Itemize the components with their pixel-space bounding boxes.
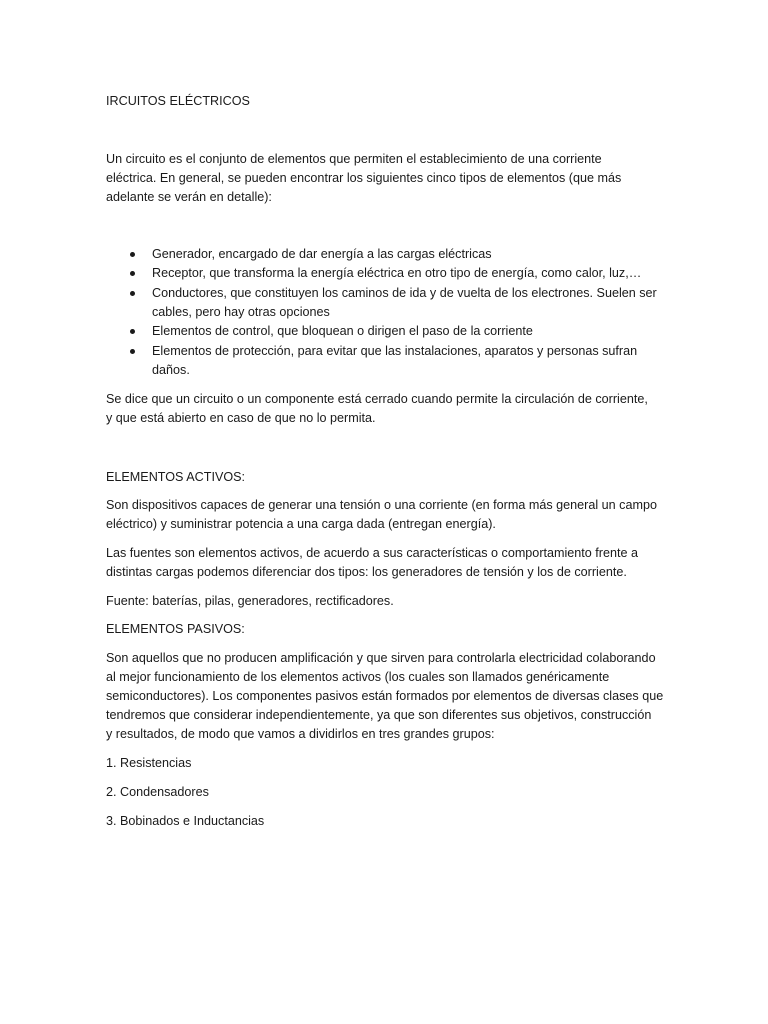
list-item-text: cables, pero hay otras opciones — [152, 305, 330, 319]
paragraph-line: distintas cargas podemos diferenciar dos tipos: los generadores de tensión y los de corriente. — [106, 565, 627, 579]
bullet-icon — [130, 329, 135, 334]
bullet-icon — [130, 252, 135, 257]
passive-elements-heading: ELEMENTOS PASIVOS: — [106, 622, 245, 636]
list-item-text: Receptor, que transforma la energía eléctrica en otro tipo de energía, como calor, luz,… — [152, 266, 642, 280]
intro-line: Un circuito es el conjunto de elementos que permiten el establecimiento de una corriente — [106, 152, 602, 166]
list-item: 3. Bobinados e Inductancias — [106, 814, 265, 828]
paragraph-line: Son dispositivos capaces de generar una tensión o una corriente (en forma más general un campo — [106, 498, 657, 512]
intro-line: eléctrica. En general, se pueden encontrar los siguientes cinco tipos de elementos (que más — [106, 171, 622, 185]
list-item-text: Conductores, que constituyen los caminos de ida y de vuelta de los electrones. Suelen ser — [152, 286, 657, 300]
bullet-icon — [130, 291, 135, 296]
list-item: 1. Resistencias — [106, 756, 192, 770]
paragraph-line: y que está abierto en caso de que no lo permita. — [106, 411, 376, 425]
document-title: IRCUITOS ELÉCTRICOS — [106, 94, 250, 108]
paragraph-line: y resultados, de modo que vamos a dividirlos en tres grandes grupos: — [106, 727, 495, 741]
paragraph-line: al mejor funcionamiento de los elementos activos (los cuales son llamados genéricamente — [106, 670, 610, 684]
paragraph-line: tendremos que considerar independientemente, ya que son diferentes sus objetivos, construcción — [106, 708, 652, 722]
paragraph-line: Las fuentes son elementos activos, de acuerdo a sus características o comportamiento frente a — [106, 546, 639, 560]
bullet-icon — [130, 349, 135, 354]
intro-line: adelante se verán en detalle): — [106, 190, 272, 204]
list-item-text: Elementos de control, que bloquean o dirigen el paso de la corriente — [152, 324, 533, 338]
bullet-icon — [130, 271, 135, 276]
sources-paragraph: Fuente: baterías, pilas, generadores, rectificadores. — [106, 594, 394, 608]
list-item-text: Generador, encargado de dar energía a las cargas eléctricas — [152, 247, 492, 261]
paragraph-line: semiconductores). Los componentes pasivos están formados por elementos de diversas clases que — [106, 689, 664, 703]
paragraph-line: Se dice que un circuito o un componente está cerrado cuando permite la circulación de corriente, — [106, 392, 648, 406]
list-item-text: Elementos de protección, para evitar que las instalaciones, aparatos y personas sufran — [152, 344, 638, 358]
active-elements-heading: ELEMENTOS ACTIVOS: — [106, 470, 246, 484]
list-item: 2. Condensadores — [106, 785, 209, 799]
paragraph-line: Son aquellos que no producen amplificación y que sirven para controlarla electricidad colaborando — [106, 651, 656, 665]
list-item-text: daños. — [152, 363, 190, 377]
paragraph-line: eléctrico) y suministrar potencia a una carga dada (entregan energía). — [106, 517, 496, 531]
